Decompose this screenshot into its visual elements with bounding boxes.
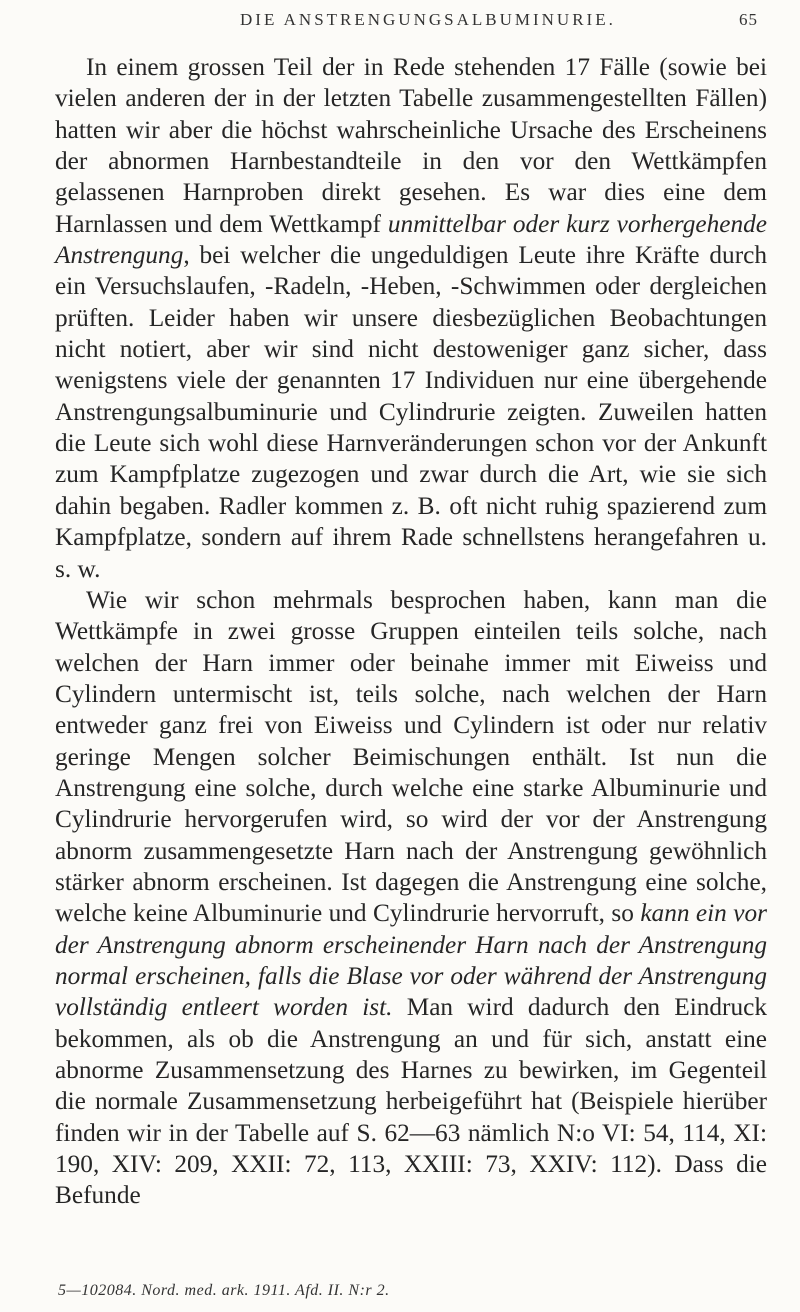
paragraph-2-emphasis: kann ein vor der Anstrengung abnorm erscheinender Harn nach der Anstrengung normal erscheinen, falls die Blase vor oder während der Anstrengung vollständig entleert worden ist. xyxy=(55,899,767,1022)
paragraph-2-segment-1: Wie wir schon mehrmals besprochen haben, kann man die Wettkämpfe in zwei grosse Gruppen einteilen teils solche, nach welchen der Harn immer oder beinahe immer mit Eiweiss und Cylindern untermischt ist, teils solche, nach welchen der Harn entweder ganz frei von Eiweiss und Cylindern ist oder nur relativ geringe Mengen solcher Beimischungen enthält. Ist nun die Anstrengung eine solche, durch welche eine starke Albuminurie und Cylindrurie hervorgerufen wird, so wird der vor der Anstrengung abnorm zusammengesetzte Harn nach der Anstrengung gewöhnlich stärker abnorm erscheinen. Ist dagegen die Anstrengung eine solche, welche keine Albuminurie und Cylindrurie hervorruft, so xyxy=(55,585,767,928)
paragraph-1-segment-1: In einem grossen Teil der in Rede stehenden 17 Fälle (sowie bei vielen anderen der in der letzten Tabelle zusammengestellten Fällen) hatten wir aber die höchst wahrscheinliche Ursache des Erscheinens der abnormen Harnbestandteile in den vor den Wettkämpfen gelassenen Harnproben direkt gesehen. Es war dies eine dem Harnlassen und dem Wettkampf xyxy=(55,53,767,238)
paragraph-2-segment-3: Man wird dadurch den Eindruck bekommen, als ob die Anstrengung an und für sich, anstatt eine abnorme Zusammensetzung des Harnes zu bewirken, im Gegenteil die normale Zusammensetzung herbeigeführt hat (Beispiele hierüber finden wir in der Tabelle auf S. 62—63 nämlich N:o VI: 54, 114, XI: 190, XIV: 209, XXII: 72, 113, XXIII: 73, XXIV: 112). Dass die Befunde xyxy=(55,993,767,1210)
running-head: DIE ANSTRENGUNGSALBUMINURIE. xyxy=(240,10,616,29)
paragraph-1 xyxy=(55,52,767,585)
page-number: 65 xyxy=(739,10,758,29)
page-footer: 5—102084. Nord. med. ark. 1911. Afd. II. N:r 2. xyxy=(58,1282,390,1299)
body-text xyxy=(55,52,767,1212)
paragraph-1-segment-3: , bei welcher die ungeduldigen Leute ihre Kräfte durch ein Versuchslaufen, -Radeln, -Heben, -Schwimmen oder dergleichen prüften. Leider haben wir unsere diesbezüglichen Beobachtungen nicht notiert, aber wir sind nicht destoweniger ganz sicher, dass wenigstens viele der genannten 17 Individuen nur eine übergehende Anstrengungsalbuminurie und Cylindrurie zeigten. Zuweilen hatten die Leute sich wohl diese Harnveränderungen schon vor der Ankunft zum Kampfplatze zugezogen und zwar durch die Art, wie sie sich dahin begaben. Radler kommen z. B. oft nicht ruhig spazierend zum Kampfplatze, sondern auf ihrem Rade schnellstens herangefahren u. s. w. xyxy=(55,241,767,583)
paragraph-1-emphasis: unmittelbar oder kurz vorhergehende Anstrengung xyxy=(55,209,767,270)
page-header xyxy=(240,10,758,36)
paragraph-2 xyxy=(55,585,767,1212)
